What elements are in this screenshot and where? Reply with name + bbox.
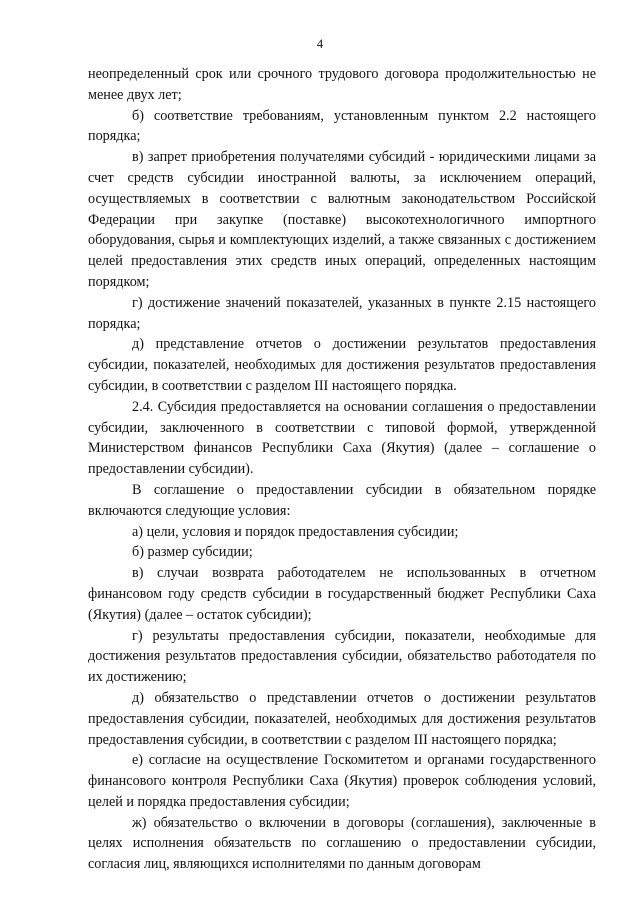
paragraph-condition-e: е) согласие на осуществление Госкомитетом и органами государственного финансового контроля Республики Саха (Якутия) проверок соблюдения условий, целей и порядка предоставления субсидии; bbox=[88, 752, 596, 810]
paragraph-agreement-conditions: В соглашение о предоставлении субсидии в обязательном порядке включаются следующие условия: bbox=[88, 481, 596, 519]
page-number: 4 bbox=[316, 37, 324, 51]
paragraph-item-d: д) представление отчетов о достижении результатов предоставления субсидии, показателей, необходимых для достижения результатов предоставления субсидии, в соответствии с разделом III настоящего порядка. bbox=[88, 336, 596, 394]
paragraph-item-b: б) соответствие требованиям, установленным пунктом 2.2 настоящего порядка; bbox=[88, 107, 596, 145]
paragraph-condition-a: а) цели, условия и порядок предоставления субсидии; bbox=[132, 523, 459, 540]
paragraph-condition-v: в) случаи возврата работодателем не использованных в отчетном финансовом году средств субсидии в государственный бюджет Республики Саха (Якутия) (далее – остаток субсидии); bbox=[88, 565, 596, 623]
paragraph-condition-b: б) размер субсидии; bbox=[132, 544, 253, 561]
paragraph-condition-d: д) обязательство о представлении отчетов о достижении результатов предоставления субсидии, показателей, необходимых для достижения результатов предоставления субсидии, в соответствии с разделом III настоящего порядка; bbox=[88, 689, 596, 748]
paragraph-item-g: г) достижение значений показателей, указанных в пункте 2.15 настоящего порядка; bbox=[88, 294, 596, 332]
paragraph-section-2-4: 2.4. Субсидия предоставляется на основании соглашения о предоставлении субсидии, заключенного в соответствии с типовой формой, утвержденной Министерством финансов Республики Саха (Якутия) (далее – соглашение о предоставлении субсидии). bbox=[88, 398, 596, 478]
paragraph-continuation: неопределенный срок или срочного трудового договора продолжительностью не менее двух лет; bbox=[88, 66, 596, 103]
paragraph-condition-zh: ж) обязательство о включении в договоры (соглашения), заключенные в целях исполнения обязательств по соглашению о предоставлении субсидии, согласия лиц, являющихся исполнителями по данным договорам bbox=[88, 814, 596, 873]
document-body bbox=[88, 64, 596, 875]
paragraph-item-v: в) запрет приобретения получателями субсидий - юридическими лицами за счет средств субсидии иностранной валюты, за исключением операций, осуществляемых в соответствии с валютным законодательством Российской Федерации при закупке (поставке) высокотехнологичного импортного оборудования, сырья и комплектующих изделий, а также связанных с достижением целей предоставления этих средств иных операций, определенных настоящим порядком; bbox=[88, 149, 596, 290]
paragraph-condition-g: г) результаты предоставления субсидии, показатели, необходимые для достижения результатов предоставления субсидии, обязательство работодателя по их достижению; bbox=[88, 627, 596, 686]
